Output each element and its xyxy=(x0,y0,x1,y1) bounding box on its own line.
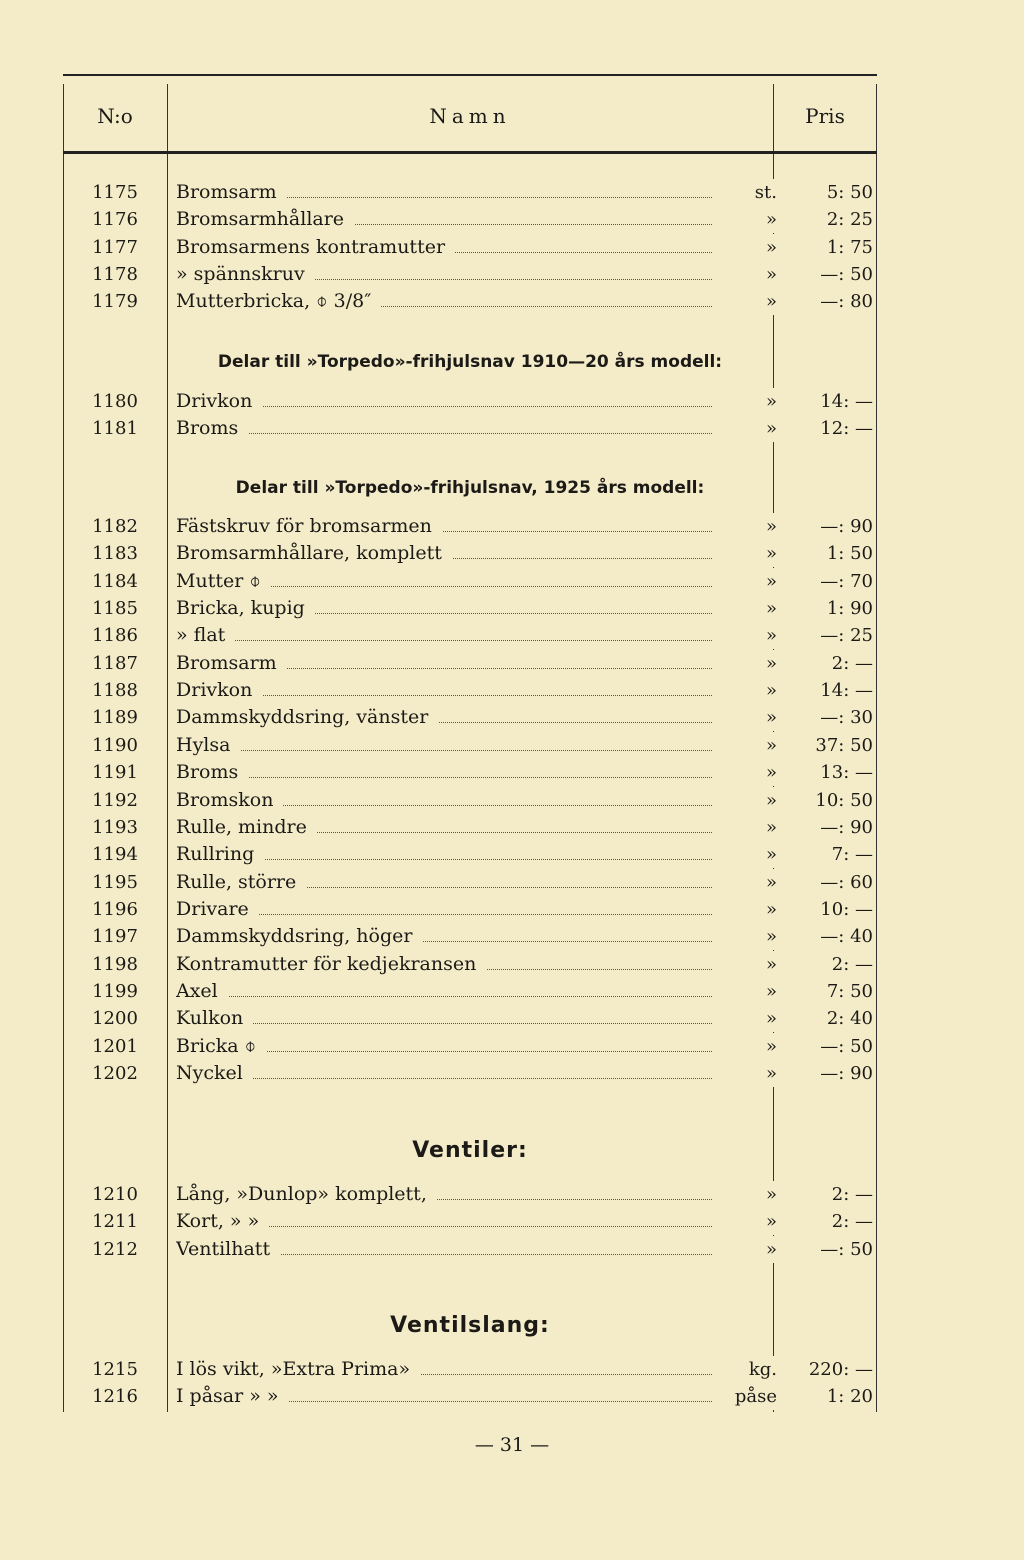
item-name: » flat xyxy=(176,624,235,646)
item-name-cell xyxy=(176,814,776,841)
item-price: 1: 90 xyxy=(826,598,873,620)
table-row xyxy=(63,179,877,206)
item-name-cell xyxy=(176,1208,776,1235)
item-price: —: 50 xyxy=(820,1035,873,1057)
item-number: 1183 xyxy=(92,543,138,565)
item-number: 1185 xyxy=(92,598,138,620)
item-unit: » xyxy=(713,677,777,704)
section-title-1910: Delar till »Torpedo»-frihjulsnav 1910—20 års modell: xyxy=(217,352,723,372)
table-row xyxy=(63,513,877,540)
item-price: 2: — xyxy=(831,652,873,674)
table-row xyxy=(63,261,877,288)
item-name-cell xyxy=(176,677,776,704)
item-unit: » xyxy=(713,1181,777,1208)
item-number: 1216 xyxy=(92,1386,138,1408)
item-number: 1181 xyxy=(92,418,138,440)
item-number: 1188 xyxy=(92,680,138,702)
item-name: Rullring xyxy=(176,843,264,865)
item-price: 2: — xyxy=(831,1184,873,1205)
item-number: 1179 xyxy=(92,291,138,313)
item-name-cell xyxy=(176,732,776,759)
table-row xyxy=(63,1208,877,1235)
item-name: Bromsarmens kontramutter xyxy=(176,236,455,258)
item-number: 1175 xyxy=(92,182,138,203)
item-price: 7: 50 xyxy=(826,980,873,1002)
item-name-cell xyxy=(176,622,776,649)
item-name: Mutter ⌽ xyxy=(176,570,271,592)
table-row xyxy=(63,896,877,923)
item-name-cell xyxy=(176,415,776,442)
item-unit: » xyxy=(713,1060,777,1087)
item-name: Drivare xyxy=(176,898,259,920)
item-price: 12: — xyxy=(820,418,873,440)
item-name: Bricka, kupig xyxy=(176,597,315,619)
item-unit: » xyxy=(713,206,777,233)
dot-leader xyxy=(176,433,776,434)
table-row xyxy=(63,1181,877,1208)
item-unit: » xyxy=(713,923,777,950)
dot-leader xyxy=(176,859,776,860)
item-unit: » xyxy=(713,415,777,442)
table-row xyxy=(63,951,877,978)
item-price: —: 90 xyxy=(820,516,873,537)
table-row xyxy=(63,622,877,649)
item-name: Bromsarmhållare, komplett xyxy=(176,542,452,564)
item-name: Bromskon xyxy=(176,789,283,811)
item-number: 1211 xyxy=(92,1211,138,1233)
item-unit: » xyxy=(713,704,777,731)
dot-leader xyxy=(176,750,776,751)
item-number: 1195 xyxy=(92,871,138,893)
dot-leader xyxy=(176,914,776,915)
item-price: 1: 75 xyxy=(826,236,873,258)
item-unit: » xyxy=(713,388,777,415)
item-unit: » xyxy=(713,622,777,649)
item-name-cell xyxy=(176,595,776,622)
item-price: —: 80 xyxy=(820,291,873,313)
dot-leader xyxy=(176,640,776,641)
table-row xyxy=(63,1356,877,1383)
table-row xyxy=(63,234,877,261)
item-unit: » xyxy=(713,1236,777,1263)
top-rule xyxy=(63,74,877,76)
item-name-cell xyxy=(176,1181,776,1208)
item-price: —: 50 xyxy=(820,1238,873,1260)
item-unit: » xyxy=(713,951,777,978)
item-unit: » xyxy=(713,841,777,868)
item-name: I lös vikt, »Extra Prima» xyxy=(176,1358,420,1380)
table-row xyxy=(63,923,877,950)
dot-leader xyxy=(176,695,776,696)
table-row xyxy=(63,1060,877,1087)
item-unit: » xyxy=(713,288,777,315)
item-unit: » xyxy=(713,568,777,595)
item-name: Fästskruv för bromsarmen xyxy=(176,515,442,537)
item-price: 220: — xyxy=(808,1359,873,1380)
item-name-cell xyxy=(176,841,776,868)
item-name: Lång, »Dunlop» komplett, xyxy=(176,1183,437,1205)
item-name: I påsar » » xyxy=(176,1385,289,1407)
item-unit: påse xyxy=(713,1383,777,1410)
item-price: 2: — xyxy=(831,1211,873,1233)
item-number: 1212 xyxy=(92,1238,138,1260)
item-name: Mutterbricka, ⌽ 3/8″ xyxy=(176,290,381,312)
item-name: Dammskyddsring, vänster xyxy=(176,706,438,728)
item-name: Kontramutter för kedjekransen xyxy=(176,953,486,975)
item-unit: » xyxy=(713,869,777,896)
item-name-cell xyxy=(176,261,776,288)
item-number: 1176 xyxy=(92,209,138,231)
item-unit: kg. xyxy=(713,1356,777,1383)
item-unit: » xyxy=(713,595,777,622)
item-name-cell xyxy=(176,869,776,896)
item-price: —: 90 xyxy=(820,1063,873,1084)
item-number: 1177 xyxy=(92,236,138,258)
item-name: Broms xyxy=(176,417,248,439)
item-name-cell xyxy=(176,1356,776,1383)
item-name: Bricka ⌽ xyxy=(176,1035,266,1057)
item-name-cell xyxy=(176,951,776,978)
item-price: 2: — xyxy=(831,953,873,975)
item-name-cell xyxy=(176,1236,776,1263)
table-row xyxy=(63,704,877,731)
item-unit: » xyxy=(713,896,777,923)
item-number: 1198 xyxy=(92,953,138,975)
header-name: Namn xyxy=(429,104,511,128)
item-name: Ventilhatt xyxy=(176,1238,280,1260)
item-number: 1196 xyxy=(92,898,138,920)
item-price: 13: — xyxy=(820,762,873,784)
table-row xyxy=(63,787,877,814)
item-name: Drivkon xyxy=(176,679,262,701)
table-row xyxy=(63,568,877,595)
dot-leader xyxy=(176,1023,776,1024)
header-no: N:o xyxy=(97,104,133,128)
item-unit: » xyxy=(713,540,777,567)
item-name-cell xyxy=(176,234,776,261)
item-number: 1191 xyxy=(92,762,138,784)
item-price: 5: 50 xyxy=(826,182,873,203)
table-row xyxy=(63,415,877,442)
item-price: 14: — xyxy=(820,391,873,412)
table-row xyxy=(63,595,877,622)
item-number: 1210 xyxy=(92,1184,138,1205)
table-row xyxy=(63,759,877,786)
item-number: 1193 xyxy=(92,816,138,838)
table-row xyxy=(63,841,877,868)
section-title-ventilslang: Ventilslang: xyxy=(390,1313,550,1338)
item-price: 10: — xyxy=(820,898,873,920)
item-unit: » xyxy=(713,261,777,288)
item-name: Kort, » » xyxy=(176,1210,269,1232)
item-number: 1184 xyxy=(92,570,138,592)
table-row xyxy=(63,650,877,677)
item-price: 14: — xyxy=(820,680,873,702)
item-unit: » xyxy=(713,234,777,261)
item-name-cell xyxy=(176,388,776,415)
item-name: Rulle, mindre xyxy=(176,816,317,838)
table-row xyxy=(63,814,877,841)
item-name-cell xyxy=(176,704,776,731)
item-name-cell xyxy=(176,1060,776,1087)
table-row xyxy=(63,1033,877,1060)
table-row xyxy=(63,1005,877,1032)
item-name-cell xyxy=(176,759,776,786)
table-row xyxy=(63,288,877,315)
table-row xyxy=(63,978,877,1005)
item-name-cell xyxy=(176,923,776,950)
item-number: 1180 xyxy=(92,391,138,412)
item-unit: » xyxy=(713,650,777,677)
item-name: Broms xyxy=(176,761,248,783)
item-unit: » xyxy=(713,1033,777,1060)
section-title-ventiler: Ventiler: xyxy=(412,1138,528,1163)
item-price: —: 60 xyxy=(820,871,873,893)
table-row xyxy=(63,388,877,415)
item-price: —: 90 xyxy=(820,816,873,838)
item-unit: » xyxy=(713,787,777,814)
item-name-cell xyxy=(176,1383,776,1410)
item-price: 2: 40 xyxy=(826,1008,873,1030)
page-number: — 31 — xyxy=(474,1434,550,1456)
table-row xyxy=(63,732,877,759)
item-price: 2: 25 xyxy=(826,209,873,231)
table-row xyxy=(63,869,877,896)
section-title-1925: Delar till »Torpedo»-frihjulsnav, 1925 års modell: xyxy=(235,478,705,498)
item-name: Axel xyxy=(176,980,228,1002)
item-number: 1200 xyxy=(92,1008,138,1030)
item-name-cell xyxy=(176,513,776,540)
item-number: 1199 xyxy=(92,980,138,1002)
item-number: 1187 xyxy=(92,652,138,674)
item-number: 1182 xyxy=(92,516,138,537)
item-number: 1192 xyxy=(92,789,138,811)
item-name-cell xyxy=(176,1005,776,1032)
item-name-cell xyxy=(176,568,776,595)
item-name: Drivkon xyxy=(176,390,262,412)
item-number: 1197 xyxy=(92,926,138,948)
header-price: Pris xyxy=(805,104,845,128)
item-name-cell xyxy=(176,288,776,315)
item-name: Rulle, större xyxy=(176,871,306,893)
item-name: Hylsa xyxy=(176,734,240,756)
item-number: 1202 xyxy=(92,1063,138,1084)
table-row xyxy=(63,1383,877,1410)
item-name: Dammskyddsring, höger xyxy=(176,925,422,947)
table-row xyxy=(63,1236,877,1263)
item-unit: » xyxy=(713,513,777,540)
item-name-cell xyxy=(176,978,776,1005)
header-rule xyxy=(63,151,877,154)
dot-leader xyxy=(176,406,776,407)
item-price: —: 30 xyxy=(820,707,873,729)
item-unit: » xyxy=(713,732,777,759)
item-name-cell xyxy=(176,206,776,233)
item-unit: st. xyxy=(713,179,777,206)
dot-leader xyxy=(176,996,776,997)
item-name-cell xyxy=(176,1033,776,1060)
item-name-cell xyxy=(176,787,776,814)
item-price: 10: 50 xyxy=(815,789,873,811)
table-row xyxy=(63,540,877,567)
item-unit: » xyxy=(713,759,777,786)
item-name-cell xyxy=(176,540,776,567)
item-price: 1: 50 xyxy=(826,543,873,565)
item-name: Nyckel xyxy=(176,1062,253,1084)
item-number: 1215 xyxy=(92,1359,138,1380)
item-name: » spännskruv xyxy=(176,263,315,285)
item-number: 1201 xyxy=(92,1035,138,1057)
item-number: 1186 xyxy=(92,625,138,647)
item-unit: » xyxy=(713,1208,777,1235)
item-price: 37: 50 xyxy=(815,734,873,756)
item-price: 7: — xyxy=(831,844,873,866)
item-number: 1189 xyxy=(92,707,138,729)
item-name-cell xyxy=(176,179,776,206)
item-price: —: 70 xyxy=(820,570,873,592)
dot-leader xyxy=(176,777,776,778)
item-name: Bromsarm xyxy=(176,181,287,203)
item-price: —: 25 xyxy=(820,625,873,647)
item-price: 1: 20 xyxy=(826,1386,873,1408)
item-name-cell xyxy=(176,650,776,677)
item-number: 1194 xyxy=(92,844,138,866)
item-price: —: 40 xyxy=(820,926,873,948)
item-price: —: 50 xyxy=(820,264,873,286)
item-number: 1178 xyxy=(92,264,138,286)
item-unit: » xyxy=(713,1005,777,1032)
table-row xyxy=(63,677,877,704)
item-number: 1190 xyxy=(92,734,138,756)
item-unit: » xyxy=(713,814,777,841)
dot-leader xyxy=(176,1051,776,1052)
item-name: Bromsarm xyxy=(176,652,287,674)
dot-leader xyxy=(176,1078,776,1079)
table-row xyxy=(63,206,877,233)
item-name: Kulkon xyxy=(176,1007,253,1029)
item-name-cell xyxy=(176,896,776,923)
item-name: Bromsarmhållare xyxy=(176,208,354,230)
item-unit: » xyxy=(713,978,777,1005)
